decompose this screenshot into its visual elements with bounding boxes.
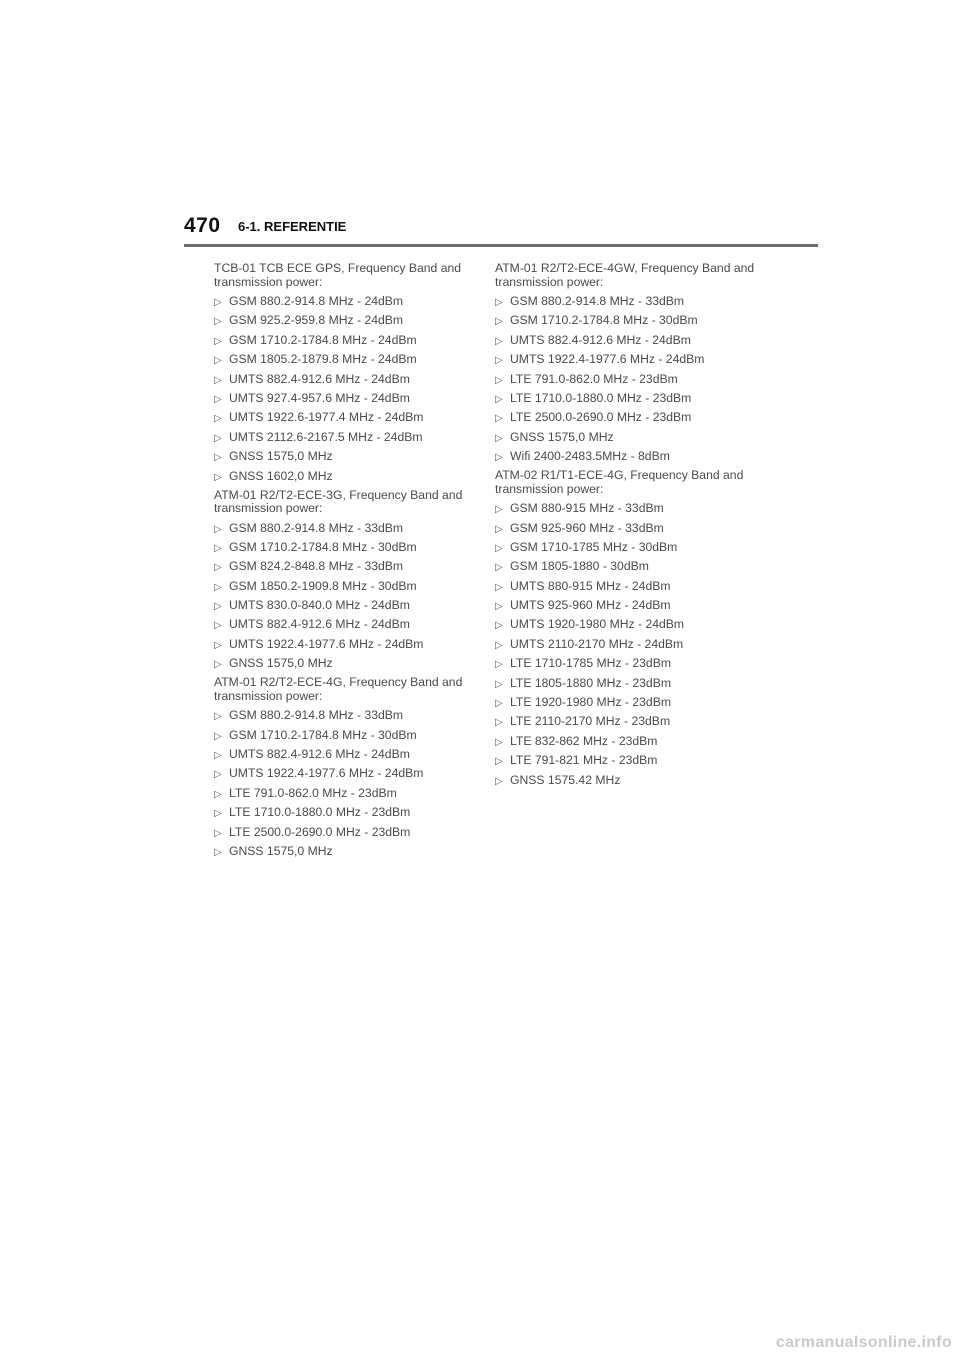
bullet-triangle-icon: ▷ [214, 581, 222, 593]
list-item [495, 714, 760, 728]
bullet-triangle-icon: ▷ [214, 639, 222, 651]
list-item [214, 352, 479, 366]
bullet-triangle-icon: ▷ [495, 562, 503, 574]
bullet-triangle-icon: ▷ [214, 788, 222, 800]
list-item [214, 469, 479, 483]
bullet-triangle-icon: ▷ [214, 827, 222, 839]
list-item-text: LTE 791.0-862.0 MHz - 23dBm [229, 785, 397, 800]
spec-list [214, 521, 479, 671]
list-item [214, 559, 479, 573]
list-item-text: GNSS 1575,0 MHz [229, 656, 333, 671]
list-item-text: LTE 2110-2170 MHz - 23dBm [510, 714, 671, 729]
bullet-triangle-icon: ▷ [495, 316, 503, 328]
list-item-text: GSM 1710.2-1784.8 MHz - 30dBm [229, 539, 417, 554]
bullet-triangle-icon: ▷ [495, 413, 503, 425]
spec-list [214, 294, 479, 483]
list-item [214, 540, 479, 554]
list-item-text: GSM 1710.2-1784.8 MHz - 30dBm [229, 727, 417, 742]
list-item-text: LTE 1805-1880 MHz - 23dBm [510, 675, 671, 690]
list-item [214, 391, 479, 405]
list-item [495, 501, 760, 515]
bullet-triangle-icon: ▷ [495, 756, 503, 768]
list-item-text: UMTS 2110-2170 MHz - 24dBm [510, 636, 684, 651]
list-item-text: LTE 791.0-862.0 MHz - 23dBm [510, 371, 678, 386]
list-item-text: GNSS 1575,0 MHz [229, 449, 333, 464]
list-item [495, 559, 760, 573]
list-item-text: UMTS 927.4-957.6 MHz - 24dBm [229, 390, 410, 405]
list-item [214, 825, 479, 839]
bullet-triangle-icon: ▷ [495, 374, 503, 386]
list-item-text: GSM 1805.2-1879.8 MHz - 24dBm [229, 352, 417, 367]
list-item-text: LTE 2500.0-2690.0 MHz - 23dBm [229, 824, 411, 839]
list-item-text: GSM 824.2-848.8 MHz - 33dBm [229, 559, 404, 574]
spec-block-heading: ATM-01 R2/T2-ECE-4GW, Frequency Band and transmission power: [495, 261, 755, 289]
list-item [214, 521, 479, 535]
bullet-triangle-icon: ▷ [214, 335, 222, 347]
list-item-text: LTE 1710.0-1880.0 MHz - 23dBm [229, 805, 411, 820]
watermark: carmanualsonline.info [775, 1334, 952, 1351]
list-item-text: UMTS 882.4-912.6 MHz - 24dBm [229, 747, 410, 762]
bullet-triangle-icon: ▷ [495, 678, 503, 690]
bullet-triangle-icon: ▷ [214, 297, 222, 308]
list-item [495, 579, 760, 593]
list-item-text: LTE 1920-1980 MHz - 23dBm [510, 695, 671, 710]
list-item [495, 430, 760, 444]
left-column [214, 262, 479, 864]
bullet-triangle-icon: ▷ [214, 316, 222, 328]
list-item-text: LTE 2500.0-2690.0 MHz - 23dBm [510, 410, 692, 425]
list-item-text: UMTS 1922.4-1977.6 MHz - 24dBm [229, 766, 424, 781]
list-item [495, 695, 760, 709]
bullet-triangle-icon: ▷ [214, 542, 222, 554]
spec-block-heading: ATM-02 R1/T1-ECE-4G, Frequency Band and transmission power: [495, 468, 744, 496]
bullet-triangle-icon: ▷ [495, 717, 503, 729]
list-item-text: GSM 1710.2-1784.8 MHz - 30dBm [510, 313, 698, 328]
list-item [495, 637, 760, 651]
list-item [495, 372, 760, 386]
spec-list [495, 501, 760, 786]
bullet-triangle-icon: ▷ [214, 374, 222, 386]
bullet-triangle-icon: ▷ [495, 659, 503, 671]
bullet-triangle-icon: ▷ [495, 639, 503, 651]
bullet-triangle-icon: ▷ [214, 620, 222, 632]
list-item-text: Wifi 2400-2483.5MHz - 8dBm [510, 449, 670, 464]
bullet-triangle-icon: ▷ [214, 750, 222, 762]
list-item [495, 391, 760, 405]
list-item-text: UMTS 830.0-840.0 MHz - 24dBm [229, 598, 410, 613]
list-item-text: GSM 1710.2-1784.8 MHz - 24dBm [229, 332, 417, 347]
bullet-triangle-icon: ▷ [495, 335, 503, 347]
section-title: 6-1. REFERENTIE [238, 219, 347, 234]
list-item [214, 805, 479, 819]
list-item [214, 766, 479, 780]
list-item [495, 773, 760, 787]
list-item [495, 313, 760, 327]
list-item [495, 656, 760, 670]
list-item [214, 656, 479, 670]
list-item-text: UMTS 1920-1980 MHz - 24dBm [510, 617, 685, 632]
list-item-text: UMTS 1922.6-1977.4 MHz - 24dBm [229, 410, 424, 425]
bullet-triangle-icon: ▷ [214, 659, 222, 671]
list-item-text: GSM 925.2-959.8 MHz - 24dBm [229, 313, 404, 328]
list-item [214, 372, 479, 386]
list-item [214, 430, 479, 444]
list-item-text: GNSS 1575.42 MHz [510, 772, 621, 787]
list-item [495, 521, 760, 535]
list-item [214, 637, 479, 651]
bullet-triangle-icon: ▷ [214, 711, 222, 723]
list-item [214, 747, 479, 761]
list-item-text: GNSS 1602,0 MHz [229, 468, 333, 483]
bullet-triangle-icon: ▷ [214, 769, 222, 781]
bullet-triangle-icon: ▷ [495, 432, 503, 444]
bullet-triangle-icon: ▷ [495, 620, 503, 632]
list-item-text: GSM 880-915 MHz - 33dBm [510, 501, 664, 516]
list-item-text: UMTS 882.4-912.6 MHz - 24dBm [229, 371, 410, 386]
list-item [214, 598, 479, 612]
bullet-triangle-icon: ▷ [495, 452, 503, 464]
bullet-triangle-icon: ▷ [495, 601, 503, 613]
list-item-text: LTE 832-862 MHz - 23dBm [510, 733, 658, 748]
bullet-triangle-icon: ▷ [214, 413, 222, 425]
list-item [495, 294, 760, 308]
list-item [495, 540, 760, 554]
list-item-text: UMTS 882.4-912.6 MHz - 24dBm [229, 617, 410, 632]
list-item [495, 410, 760, 424]
bullet-triangle-icon: ▷ [495, 775, 503, 787]
bullet-triangle-icon: ▷ [214, 471, 222, 483]
bullet-triangle-icon: ▷ [214, 523, 222, 535]
list-item [214, 449, 479, 463]
list-item-text: LTE 1710-1785 MHz - 23dBm [510, 656, 671, 671]
list-item [214, 617, 479, 631]
list-item-text: GSM 925-960 MHz - 33dBm [510, 520, 664, 535]
bullet-triangle-icon: ▷ [214, 730, 222, 742]
list-item-text: GSM 1805-1880 - 30dBm [510, 559, 649, 574]
right-column [495, 262, 760, 793]
spec-list [214, 708, 479, 858]
list-item-text: GSM 1710-1785 MHz - 30dBm [510, 539, 678, 554]
list-item-text: GSM 880.2-914.8 MHz - 24dBm [229, 294, 404, 308]
list-item [214, 333, 479, 347]
list-item [214, 708, 479, 722]
list-item-text: UMTS 2112.6-2167.5 MHz - 24dBm [229, 429, 423, 444]
list-item-text: GSM 1850.2-1909.8 MHz - 30dBm [229, 578, 417, 593]
bullet-triangle-icon: ▷ [214, 846, 222, 858]
spec-block-heading: ATM-01 R2/T2-ECE-4G, Frequency Band and transmission power: [214, 675, 463, 703]
list-item [495, 598, 760, 612]
list-item [214, 728, 479, 742]
list-item-text: GSM 880.2-914.8 MHz - 33dBm [229, 708, 404, 723]
page-number: 470 [184, 214, 221, 237]
list-item-text: UMTS 925-960 MHz - 24dBm [510, 598, 671, 613]
bullet-triangle-icon: ▷ [495, 698, 503, 710]
list-item-text: UMTS 1922.4-1977.6 MHz - 24dBm [510, 352, 705, 367]
spec-block-heading: TCB-01 TCB ECE GPS, Frequency Band and transmission power: [214, 261, 462, 289]
bullet-triangle-icon: ▷ [495, 523, 503, 535]
bullet-triangle-icon: ▷ [214, 601, 222, 613]
list-item [214, 786, 479, 800]
list-item [214, 579, 479, 593]
bullet-triangle-icon: ▷ [495, 581, 503, 593]
bullet-triangle-icon: ▷ [495, 542, 503, 554]
list-item [495, 617, 760, 631]
spec-list [495, 294, 760, 463]
list-item-text: GNSS 1575,0 MHz [229, 843, 333, 858]
list-item [495, 734, 760, 748]
list-item-text: UMTS 880-915 MHz - 24dBm [510, 578, 671, 593]
list-item [214, 294, 479, 308]
bullet-triangle-icon: ▷ [214, 562, 222, 574]
bullet-triangle-icon: ▷ [495, 393, 503, 405]
list-item [495, 753, 760, 767]
bullet-triangle-icon: ▷ [495, 736, 503, 748]
list-item-text: UMTS 882.4-912.6 MHz - 24dBm [510, 332, 691, 347]
list-item [495, 352, 760, 366]
list-item-text: UMTS 1922.4-1977.6 MHz - 24dBm [229, 636, 424, 651]
bullet-triangle-icon: ▷ [214, 393, 222, 405]
spec-block-heading: ATM-01 R2/T2-ECE-3G, Frequency Band and transmission power: [214, 487, 463, 516]
list-item-text: GNSS 1575,0 MHz [510, 429, 614, 444]
list-item [214, 313, 479, 327]
list-item [495, 449, 760, 463]
header-divider [184, 244, 818, 247]
bullet-triangle-icon: ▷ [495, 297, 503, 308]
bullet-triangle-icon: ▷ [214, 808, 222, 820]
bullet-triangle-icon: ▷ [214, 452, 222, 464]
list-item-text: GSM 880.2-914.8 MHz - 33dBm [510, 294, 685, 308]
list-item-text: GSM 880.2-914.8 MHz - 33dBm [229, 520, 404, 535]
list-item-text: LTE 791-821 MHz - 23dBm [510, 753, 658, 768]
bullet-triangle-icon: ▷ [495, 355, 503, 367]
list-item-text: LTE 1710.0-1880.0 MHz - 23dBm [510, 390, 692, 405]
list-item [495, 333, 760, 347]
bullet-triangle-icon: ▷ [214, 355, 222, 367]
bullet-triangle-icon: ▷ [214, 432, 222, 444]
list-item [214, 410, 479, 424]
list-item [495, 676, 760, 690]
bullet-triangle-icon: ▷ [495, 504, 503, 516]
list-item [214, 844, 479, 858]
